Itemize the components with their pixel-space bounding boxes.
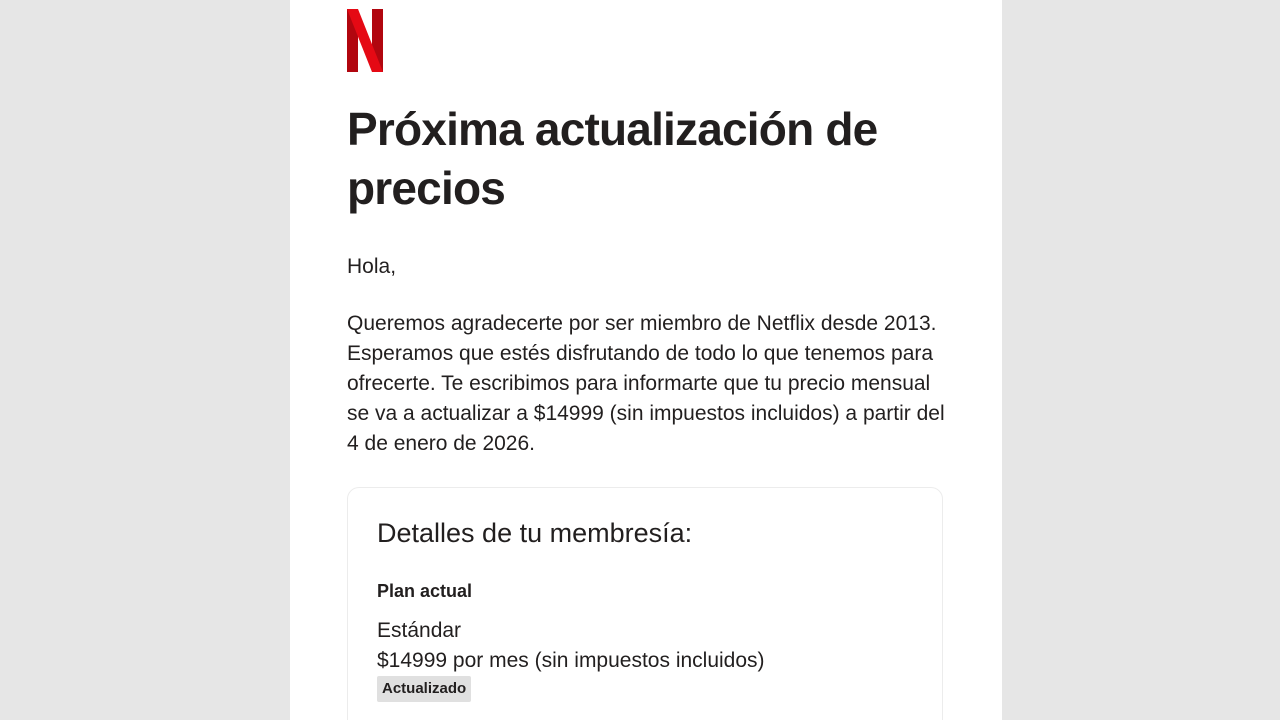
membership-details-title: Detalles de tu membresía: bbox=[377, 518, 693, 548]
email-body bbox=[290, 0, 1002, 720]
netflix-logo-icon bbox=[347, 9, 383, 72]
membership-details-card bbox=[347, 487, 943, 720]
updated-badge: Actualizado bbox=[377, 676, 471, 702]
email-headline: Próxima actualización de precios bbox=[347, 103, 878, 214]
plan-price: $14999 por mes (sin impuestos incluidos) bbox=[377, 649, 765, 672]
intro-paragraph: Queremos agradecerte por ser miembro de Netflix desde 2013. Esperamos que estés disfrutando de todo lo que tenemos para ofrecerte. Te escribimos para informarte que tu precio mensual se va a actualizar a $14999 (sin impuestos incluidos) a partir del 4 de enero de 2026. bbox=[347, 312, 945, 455]
greeting-text: Hola, bbox=[347, 255, 397, 278]
current-plan-label: Plan actual bbox=[377, 581, 473, 601]
plan-name: Estándar bbox=[377, 619, 462, 642]
